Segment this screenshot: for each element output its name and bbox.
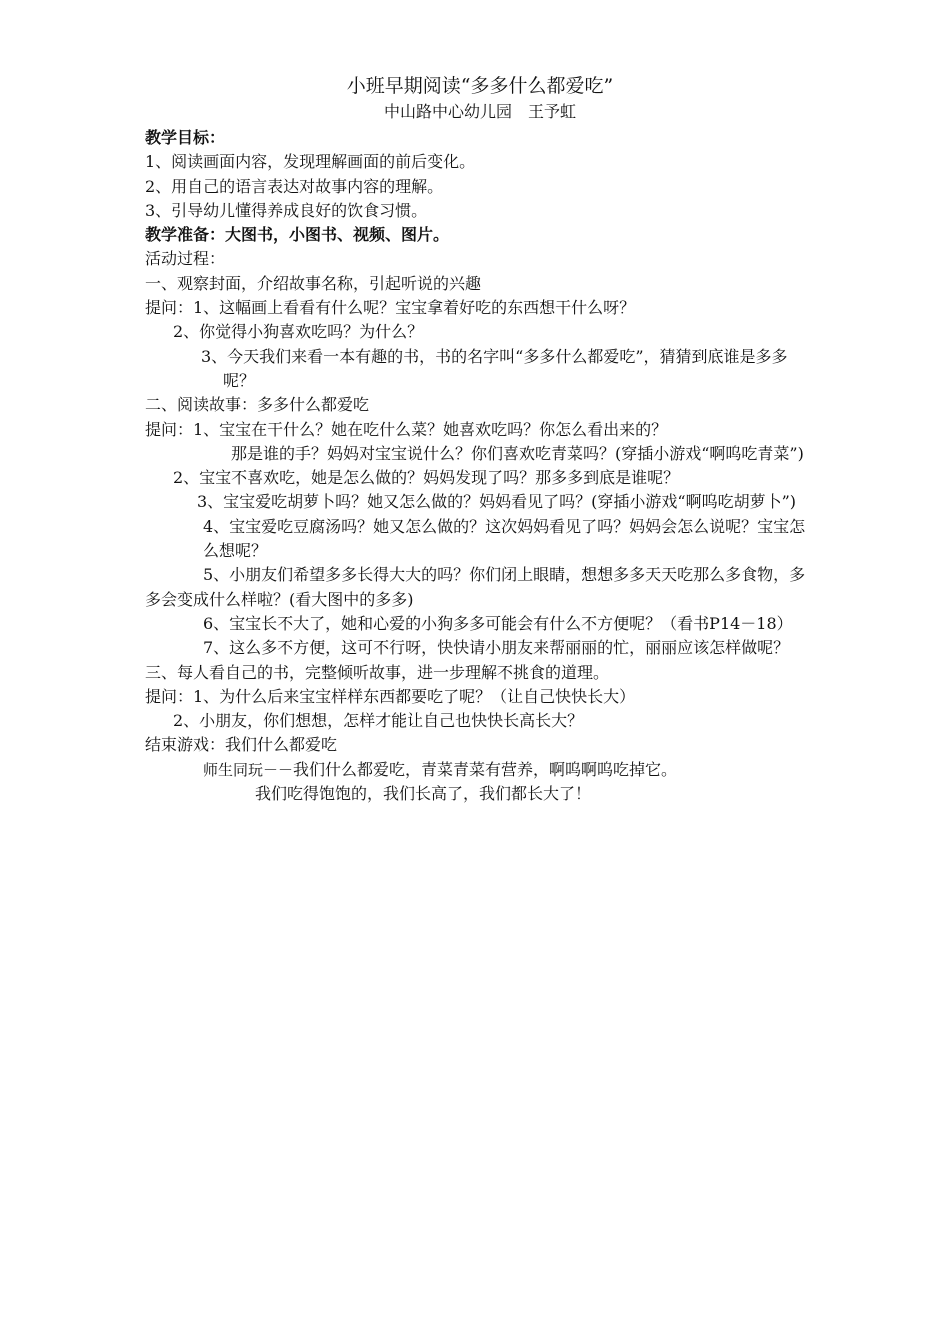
part1-question-3: 3、今天我们来看一本有趣的书，书的名字叫“多多什么都爱吃”，猜猜到底谁是多多呢？	[201, 346, 788, 390]
objectives-heading: 教学目标：	[145, 128, 226, 147]
ending-line-1-text: 我们什么都爱吃，青菜青菜有营养，啊呜啊呜吃掉它。	[293, 759, 678, 779]
ending-line-2: 我们吃得饱饱的，我们长高了，我们都长大了！	[255, 784, 592, 804]
part3-question-2: 2、小朋友，你们想想，怎样才能让自己也快快长高长大？	[173, 711, 584, 731]
ending-line-1	[145, 758, 815, 782]
part1-heading: 一、观察封面，介绍故事名称，引起听说的兴趣	[145, 273, 482, 293]
ending-heading: 结束游戏：我们什么都爱吃	[145, 735, 338, 755]
part2-question-6: 6、宝宝长不大了，她和心爱的小狗多多可能会有什么不方便呢？（看书P14－18）	[203, 613, 793, 633]
process-heading: 活动过程：	[145, 249, 226, 269]
preparation-line: 教学准备：大图书，小图书、视频、图片。	[145, 225, 450, 245]
objective-item: 2、用自己的语言表达对故事内容的理解。	[145, 176, 444, 196]
author-line: 中山路中心幼儿园 王予虹	[383, 102, 576, 121]
part1-question-2: 2、你觉得小狗喜欢吃吗？为什么？	[173, 322, 424, 342]
part2-question-1b-text: 那是谁的手？妈妈对宝宝说什么？你们喜欢吃青菜吗？(穿插小游戏“啊呜吃青菜”)	[231, 443, 804, 463]
part2-question-1a: 提问：1、宝宝在干什么？她在吃什么菜？她喜欢吃吗？你怎么看出来的？	[145, 419, 668, 439]
ending-line-1-prefix: 师生同玩－－	[203, 760, 294, 779]
document-page	[145, 72, 815, 806]
part2-question-4: 4、宝宝爱吃豆腐汤吗？她又怎么做的？这次妈妈看见了吗？妈妈会怎么说呢？宝宝怎么想呢？	[203, 516, 806, 561]
part3-heading: 三、每人看自己的书，完整倾听故事，进一步理解不挑食的道理。	[145, 662, 610, 682]
part2-heading: 二、阅读故事：多多什么都爱吃	[145, 395, 370, 415]
page-title: 小班早期阅读“多多什么都爱吃”	[346, 75, 614, 97]
part2-question-2: 2、宝宝不喜欢吃，她是怎么做的？妈妈发现了吗？那多多到底是谁呢？	[173, 468, 680, 488]
objective-item: 1、阅读画面内容，发现理解画面的前后变化。	[145, 152, 476, 172]
part1-question-1: 提问：1、这幅画上看看有什么呢？宝宝拿着好吃的东西想干什么呀？	[145, 298, 636, 318]
part2-question-1b	[145, 442, 815, 466]
part3-question-1: 提问：1、为什么后来宝宝样样东西都要吃了呢？（让自己快快长大）	[145, 686, 636, 706]
part2-question-5: 5、小朋友们希望多多长得大大的吗？你们闭上眼睛，想想多多天天吃那么多食物，多多会变成什么样啦？(看大图中的多多)	[145, 565, 806, 609]
part2-question-7: 7、这么多不方便，这可不行呀，快快请小朋友来帮丽丽的忙，丽丽应该怎样做呢？	[203, 638, 790, 658]
objective-item: 3、引导幼儿懂得养成良好的饮食习惯。	[145, 200, 428, 220]
part2-question-3: 3、宝宝爱吃胡萝卜吗？她又怎么做的？妈妈看见了吗？(穿插小游戏“啊呜吃胡萝卜”)	[197, 492, 797, 512]
